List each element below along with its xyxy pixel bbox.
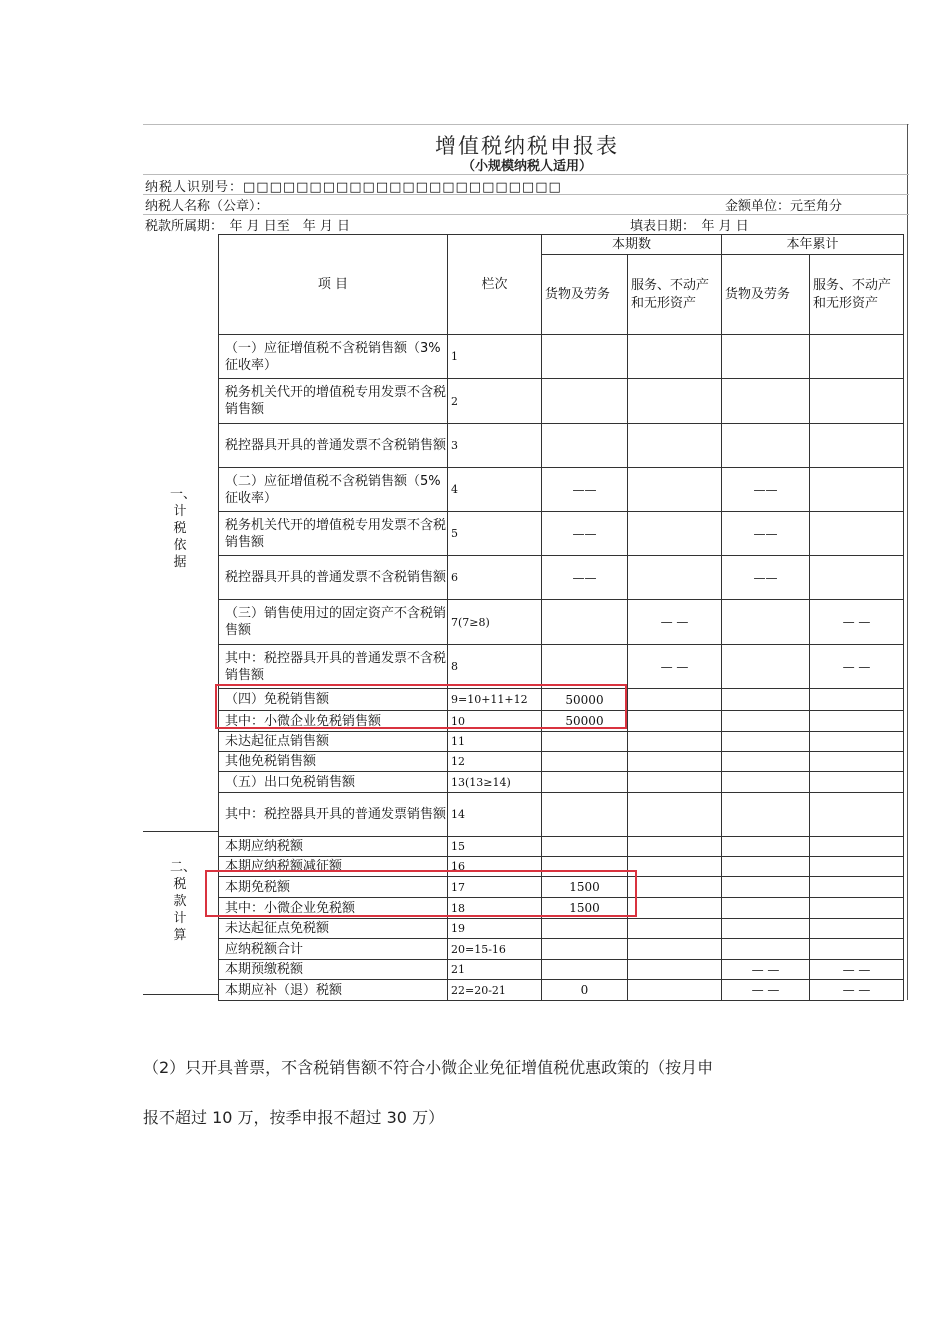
table-row [219, 512, 904, 556]
row-services-cumulative [810, 752, 904, 772]
row-goods-cumulative [722, 919, 810, 939]
row-services-cumulative: — — [810, 960, 904, 980]
row-goods-current [542, 960, 628, 980]
table-row [219, 837, 904, 857]
row-services-cumulative [810, 898, 904, 919]
row-goods-cumulative [722, 645, 810, 689]
section2-text: 二、税款计算 [170, 860, 197, 943]
row-item-label: 其中：税控器具开具的普通发票不含税销售额 [219, 645, 448, 689]
row-item-label: 本期应纳税额 [219, 837, 448, 857]
table-row [219, 468, 904, 512]
gridline [143, 174, 909, 175]
right-border-line [907, 124, 908, 1000]
row-item-label: 其中：小微企业免税销售额 [219, 711, 448, 732]
row-services-cumulative [810, 732, 904, 752]
table-row [219, 732, 904, 752]
row-item-label: （二）应征增值税不含税销售额（5%征收率） [219, 468, 448, 512]
header-current-period: 本期数 [542, 235, 722, 255]
row-goods-cumulative [722, 600, 810, 645]
table-row [219, 939, 904, 960]
table-row [219, 379, 904, 424]
row-goods-cumulative: —— [722, 468, 810, 512]
row-column-no: 13(13≥14) [448, 772, 542, 793]
row-services-current [628, 556, 722, 600]
header-item: 项 目 [219, 235, 448, 335]
row-goods-current [542, 772, 628, 793]
row-column-no: 17 [448, 877, 542, 898]
row-goods-current [542, 600, 628, 645]
row-services-cumulative [810, 877, 904, 898]
row-services-cumulative: — — [810, 600, 904, 645]
row-column-no: 14 [448, 793, 542, 837]
row-services-cumulative: — — [810, 645, 904, 689]
row-services-cumulative [810, 711, 904, 732]
top-gridline [143, 124, 909, 125]
row-services-current [628, 793, 722, 837]
row-column-no: 15 [448, 837, 542, 857]
row-services-cumulative [810, 837, 904, 857]
row-column-no: 4 [448, 468, 542, 512]
row-item-label: 其中：小微企业免税额 [219, 898, 448, 919]
row-services-current [628, 877, 722, 898]
table-row [219, 960, 904, 980]
row-goods-current [542, 424, 628, 468]
row-services-current [628, 919, 722, 939]
row-goods-cumulative [722, 732, 810, 752]
row-services-current [628, 898, 722, 919]
row-column-no: 22=20-21 [448, 980, 542, 1001]
row-item-label: （一）应征增值税不含税销售额（3%征收率） [219, 335, 448, 379]
row-services-cumulative [810, 424, 904, 468]
row-goods-cumulative [722, 857, 810, 877]
row-goods-cumulative [722, 877, 810, 898]
form-title: 增值税纳税申报表 [435, 134, 619, 158]
row-column-no: 9=10+11+12 [448, 689, 542, 711]
amount-unit-label: 金额单位：元至角分 [725, 199, 843, 214]
row-goods-cumulative: — — [722, 980, 810, 1001]
row-goods-cumulative [722, 793, 810, 837]
row-services-current [628, 689, 722, 711]
row-column-no: 3 [448, 424, 542, 468]
row-services-cumulative [810, 793, 904, 837]
row-goods-current: 0 [542, 980, 628, 1001]
row-services-current [628, 857, 722, 877]
row-goods-cumulative [722, 711, 810, 732]
row-services-current [628, 752, 722, 772]
row-item-label: 本期免税额 [219, 877, 448, 898]
table-row [219, 919, 904, 939]
header-year-cumulative: 本年累计 [722, 235, 904, 255]
row-services-cumulative [810, 468, 904, 512]
row-column-no: 2 [448, 379, 542, 424]
row-services-cumulative [810, 939, 904, 960]
vat-return-form-image [143, 124, 911, 1002]
row-column-no: 12 [448, 752, 542, 772]
row-goods-cumulative [722, 752, 810, 772]
row-item-label: （五）出口免税销售额 [219, 772, 448, 793]
row-item-label: 税务机关代开的增值税专用发票不含税销售额 [219, 512, 448, 556]
row-goods-cumulative [722, 424, 810, 468]
row-column-no: 20=15-16 [448, 939, 542, 960]
row-goods-current [542, 645, 628, 689]
header-column-no: 栏次 [448, 235, 542, 335]
table-row [219, 980, 904, 1001]
section-divider [143, 831, 218, 832]
highlight-exempt-sales [215, 684, 627, 729]
row-services-current [628, 732, 722, 752]
row-goods-cumulative [722, 939, 810, 960]
taxpayer-id-label: 纳税人识别号：□□□□□□□□□□□□□□□□□□□□□□□□ [145, 180, 562, 195]
row-goods-current [542, 752, 628, 772]
row-item-label: （四）免税销售额 [219, 689, 448, 711]
section-bottom-line [143, 994, 218, 995]
row-item-label: 税控器具开具的普通发票不含税销售额 [219, 556, 448, 600]
row-goods-current: 50000 [542, 689, 628, 711]
taxpayer-name-label: 纳税人名称（公章）： [145, 199, 269, 214]
row-services-current [628, 468, 722, 512]
header-services-current: 服务、不动产和无形资产 [628, 255, 722, 335]
table-row [219, 772, 904, 793]
row-goods-current [542, 335, 628, 379]
row-goods-cumulative [722, 772, 810, 793]
table-row [219, 424, 904, 468]
row-goods-cumulative [722, 837, 810, 857]
row-goods-current [542, 793, 628, 837]
row-column-no: 7(7≥8) [448, 600, 542, 645]
row-goods-cumulative [722, 335, 810, 379]
tax-period-label: 税款所属期： 年 月 日至 年 月 日 [145, 219, 351, 234]
row-item-label: 未达起征点销售额 [219, 732, 448, 752]
row-goods-current: —— [542, 556, 628, 600]
row-item-label: 其中：税控器具开具的普通发票销售额 [219, 793, 448, 837]
row-goods-cumulative: —— [722, 556, 810, 600]
row-goods-cumulative [722, 898, 810, 919]
header-goods-current: 货物及劳务 [542, 255, 628, 335]
row-services-current [628, 335, 722, 379]
row-services-current [628, 939, 722, 960]
row-goods-current: —— [542, 468, 628, 512]
row-services-current [628, 960, 722, 980]
row-item-label: 税务机关代开的增值税专用发票不含税销售额 [219, 379, 448, 424]
row-services-current [628, 379, 722, 424]
highlight-exempt-tax [205, 870, 637, 917]
row-services-current: — — [628, 600, 722, 645]
row-services-cumulative [810, 512, 904, 556]
row-item-label: 未达起征点免税额 [219, 919, 448, 939]
fill-date-label: 填表日期： 年 月 日 [630, 219, 749, 234]
row-services-cumulative [810, 335, 904, 379]
table-row [219, 600, 904, 645]
row-goods-current: 1500 [542, 877, 628, 898]
row-column-no: 10 [448, 711, 542, 732]
paragraph-line-1: （2）只开具普票，不含税销售额不符合小微企业免征增值税优惠政策的（按月申 [143, 1058, 714, 1077]
row-item-label: （三）销售使用过的固定资产不含税销售额 [219, 600, 448, 645]
row-services-cumulative: — — [810, 980, 904, 1001]
row-services-cumulative [810, 379, 904, 424]
row-column-no: 16 [448, 857, 542, 877]
table-row [219, 645, 904, 689]
row-services-current [628, 772, 722, 793]
table-row [219, 556, 904, 600]
row-services-cumulative [810, 919, 904, 939]
section1-text: 一、计税依据 [170, 487, 197, 570]
section-label-tax-basis [170, 486, 197, 571]
row-goods-current: 50000 [542, 711, 628, 732]
row-item-label: 税控器具开具的普通发票不含税销售额 [219, 424, 448, 468]
row-item-label: 其他免税销售额 [219, 752, 448, 772]
row-item-label: 应纳税额合计 [219, 939, 448, 960]
row-services-current: — — [628, 645, 722, 689]
section-label-tax-calculation [170, 859, 197, 944]
form-subtitle: （小规模纳税人适用） [461, 159, 592, 174]
header-goods-cumulative: 货物及劳务 [722, 255, 810, 335]
row-goods-current [542, 919, 628, 939]
row-goods-current: —— [542, 512, 628, 556]
row-services-current [628, 711, 722, 732]
row-goods-cumulative [722, 379, 810, 424]
paragraph-line-2: 报不超过 10 万，按季申报不超过 30 万） [143, 1108, 445, 1127]
row-column-no: 6 [448, 556, 542, 600]
row-item-label: 本期应纳税额减征额 [219, 857, 448, 877]
row-column-no: 11 [448, 732, 542, 752]
row-column-no: 21 [448, 960, 542, 980]
row-services-current [628, 980, 722, 1001]
row-goods-current [542, 837, 628, 857]
row-column-no: 19 [448, 919, 542, 939]
header-services-cumulative: 服务、不动产和无形资产 [810, 255, 904, 335]
table-row [219, 793, 904, 837]
row-services-current [628, 512, 722, 556]
row-services-cumulative [810, 689, 904, 711]
row-services-cumulative [810, 772, 904, 793]
row-goods-current [542, 939, 628, 960]
row-column-no: 18 [448, 898, 542, 919]
row-services-cumulative [810, 857, 904, 877]
row-goods-cumulative: —— [722, 512, 810, 556]
row-services-cumulative [810, 556, 904, 600]
row-goods-current: 1500 [542, 898, 628, 919]
table-row [219, 335, 904, 379]
row-column-no: 8 [448, 645, 542, 689]
row-column-no: 5 [448, 512, 542, 556]
row-goods-cumulative: — — [722, 960, 810, 980]
row-column-no: 1 [448, 335, 542, 379]
row-goods-current [542, 379, 628, 424]
row-services-current [628, 837, 722, 857]
row-item-label: 本期应补（退）税额 [219, 980, 448, 1001]
row-item-label: 本期预缴税额 [219, 960, 448, 980]
row-goods-current [542, 732, 628, 752]
row-goods-cumulative [722, 689, 810, 711]
table-row [219, 752, 904, 772]
row-services-current [628, 424, 722, 468]
